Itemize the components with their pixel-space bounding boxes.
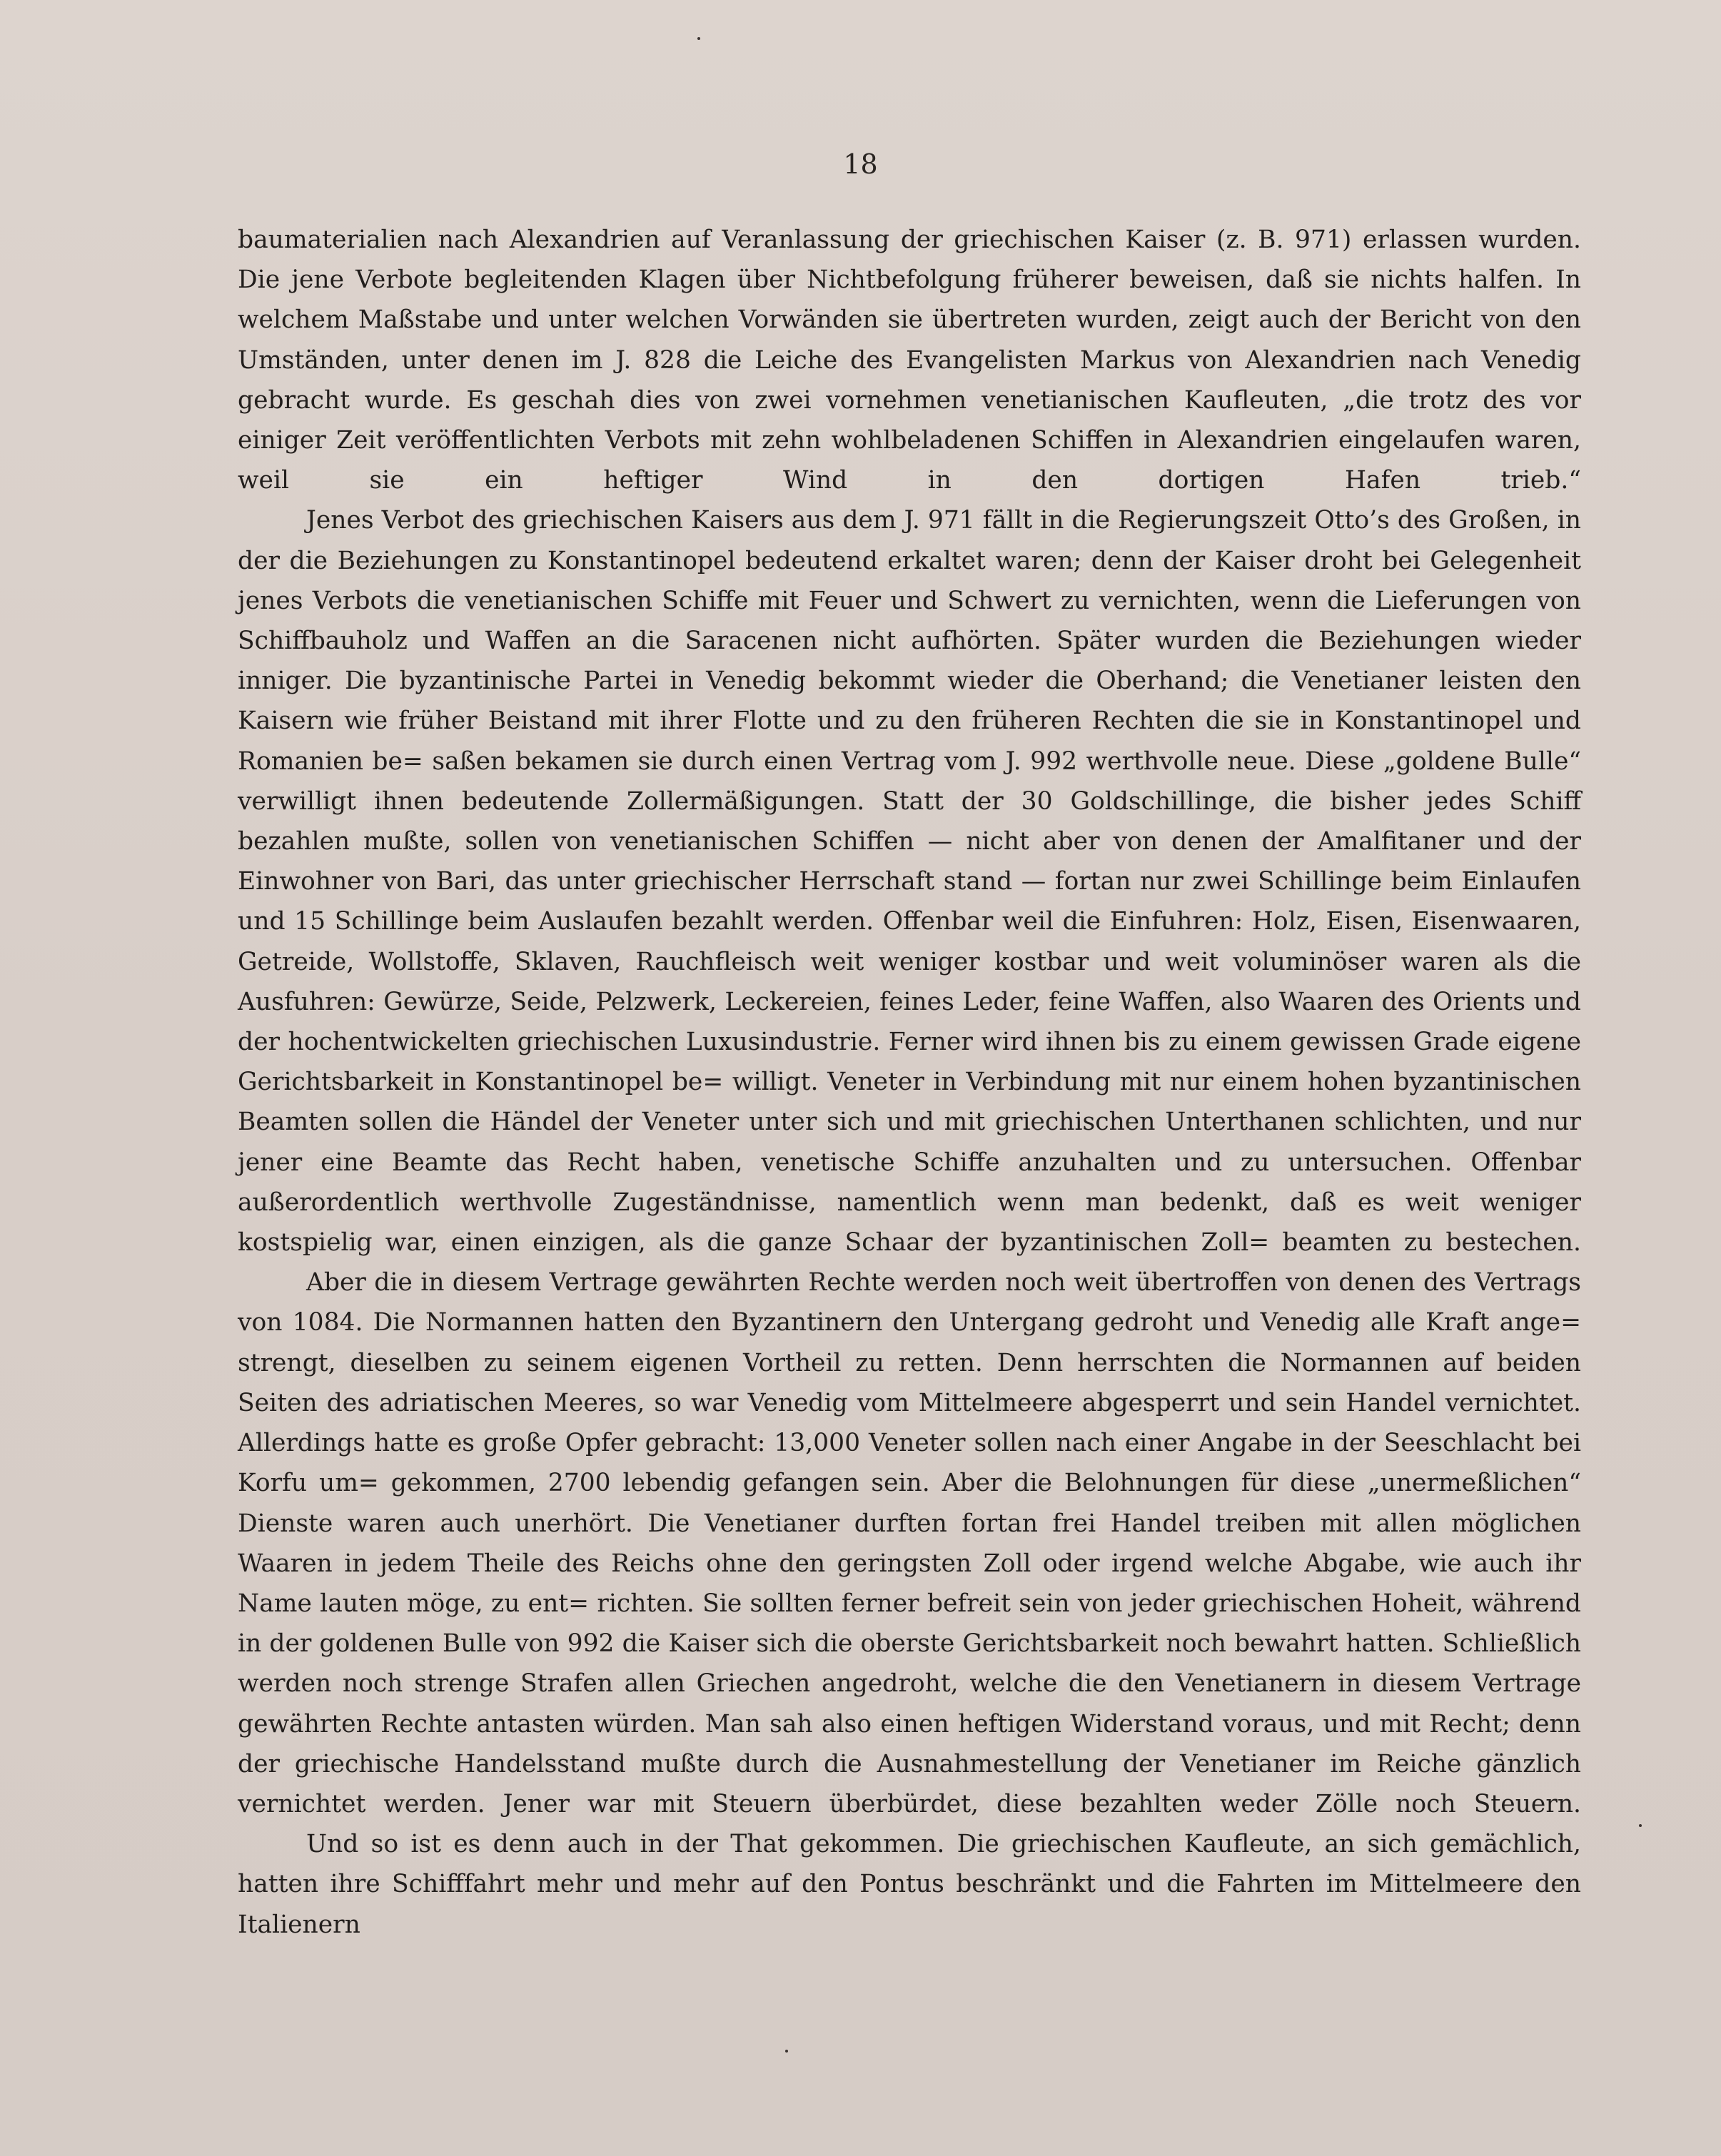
text-line: jene Verbote begleitenden Klagen über Nichtbefolgung früherer beweisen, daß sie nichts halfen. In welchem xyxy=(238,265,1581,335)
text-line: baumaterialien nach Alexandrien auf Veranlassung der griechischen Kaiser (z. B. 971) erlassen wurden. Die xyxy=(238,226,1581,295)
text-line: willigt. Veneter in Verbindung mit nur einem hohen byzantinischen Beamten sollen die Händel der Veneter xyxy=(238,1068,1581,1137)
text-line: ihre Schifffahrt mehr und mehr auf den Pontus beschränkt und die Fahrten im Mittelmeere den Italienern xyxy=(238,1870,1582,1939)
text-line: früher Beistand mit ihrer Flotte und zu den früheren Rechten die sie in Konstantinopel und Romanien be= xyxy=(238,707,1581,776)
text-line: in der die Beziehungen zu Konstantinopel bedeutend erkaltet waren; denn der Kaiser droht bei Gelegenheit xyxy=(238,506,1582,575)
paragraph-2 xyxy=(238,500,1581,1262)
text-line: Schiffbauholz und Waffen an die Saracenen nicht aufhörten. Später wurden die Beziehungen wieder inniger. xyxy=(238,627,1581,696)
text-line: von 1084. Die Normannen hatten den Byzantinern den Untergang gedroht und Venedig alle Kraft ange= xyxy=(238,1308,1581,1337)
text-line: dortigen Hafen trieb.“ xyxy=(1158,466,1581,495)
text-line: unerhört. Die Venetianer durften fortan frei Handel treiben mit allen möglichen Waaren in jedem Theile xyxy=(238,1509,1582,1578)
text-line: Es geschah dies von zwei vornehmen venetianischen Kaufleuten, „die trotz des vor einiger Zeit veröffentlichten xyxy=(238,385,1582,455)
text-line: richten. Sie sollten ferner befreit sein von jeder griechischen Hoheit, während in der goldenen Bulle von 992 xyxy=(238,1589,1581,1659)
text-line: jenes Verbots die venetianischen Schiffe mit Feuer und Schwert zu vernichten, wenn die Lieferungen von xyxy=(238,586,1581,615)
text-line: Ausnahmestellung der Venetianer im Reiche gänzlich vernichtet werden. Jener war mit Steuern überbürdet, xyxy=(238,1749,1581,1818)
text-line: Sklaven, Rauchfleisch weit weniger kostbar und weit voluminöser waren als die Ausfuhren: Gewürze, Seide, xyxy=(238,947,1581,1016)
text-line: Pelzwerk, Leckereien, feines Leder, feine Waffen, also Waaren des Orients und der hochentwickelten griechischen xyxy=(238,987,1581,1057)
text-line: Jenes Verbot des griechischen Kaisers aus dem J. 971 fällt in die Regierungszeit Otto’s des Großen, xyxy=(306,506,1550,535)
text-line: strengt, dieselben zu seinem eigenen Vortheil zu retten. Denn herrschten die Normannen auf beiden Seiten xyxy=(238,1348,1581,1417)
paragraph-4 xyxy=(238,1824,1581,1945)
paper-speck xyxy=(1639,1824,1642,1827)
text-line: ihnen bedeutende Zollermäßigungen. Statt der 30 Goldschillinge, die bisher jedes Schiff bezahlen mußte, xyxy=(238,786,1581,856)
paper-speck xyxy=(697,37,700,40)
text-line: saßen bekamen sie durch einen Vertrag vom J. 992 werthvolle neue. Diese „goldene Bulle“ verwilligt xyxy=(238,746,1581,816)
text-line: Aber die in diesem Vertrage gewährten Rechte werden noch weit übertroffen von denen des Vertrags xyxy=(306,1268,1581,1297)
paragraph-1 xyxy=(238,220,1581,500)
text-line: Luxusindustrie. Ferner wird ihnen bis zu einem gewissen Grade eigene Gerichtsbarkeit in Konstantinopel be= xyxy=(238,1028,1581,1097)
text-line: hatte es große Opfer gebracht: 13,000 Veneter sollen nach einer Angabe in der Seeschlacht bei Korfu um= xyxy=(238,1429,1582,1498)
text-line: Die byzantinische Partei in Venedig bekommt wieder die Oberhand; die Venetianer leisten den Kaisern wie xyxy=(238,667,1581,736)
page-number: 18 xyxy=(843,148,878,180)
body-text xyxy=(238,220,1581,1945)
text-line: diese bezahlten weder Zölle noch Steuern. xyxy=(996,1789,1582,1818)
paper-speck xyxy=(785,2050,788,2053)
text-line: Griechen angedroht, welche die den Venetianern in diesem Vertrage gewährten Rechte antasten würden. Man xyxy=(238,1669,1582,1739)
text-line: beamten zu bestechen. xyxy=(1282,1228,1581,1257)
text-line: die Kaiser sich die oberste Gerichtsbarkeit noch bewahrt hatten. Schließlich werden noch strenge Strafen allen xyxy=(238,1629,1582,1699)
text-line: sollen von venetianischen Schiffen — nicht aber von denen der Amalfitaner und der Einwohner von Bari, xyxy=(238,827,1581,896)
text-line: Und so ist es denn auch in der That gekommen. Die griechischen Kaufleute, an sich gemächlich, hatten xyxy=(238,1830,1581,1899)
text-line: Auslaufen bezahlt werden. Offenbar weil die Einfuhren: Holz, Eisen, Eisenwaaren, Getreide, Wollstoffe, xyxy=(238,907,1582,976)
paragraph-3 xyxy=(238,1262,1581,1824)
text-line: sah also einen heftigen Widerstand voraus, und mit Recht; denn der griechische Handelsstand mußte durch die xyxy=(238,1709,1581,1778)
text-line: man bedenkt, daß es weit weniger kostspielig war, einen einzigen, als die ganze Schaar der byzantinischen Zoll= xyxy=(238,1188,1582,1257)
text-line: Verbots mit zehn wohlbeladenen Schiffen in Alexandrien eingelaufen waren, weil sie ein heftiger Wind in den xyxy=(238,426,1581,495)
text-line: Maßstabe und unter welchen Vorwänden sie übertreten wurden, zeigt auch der Bericht von den Umständen, xyxy=(238,305,1581,375)
text-line: unter sich und mit griechischen Unterthanen schlichten, und nur jener eine Beamte das Recht haben, venetische xyxy=(238,1108,1581,1177)
text-line: gekommen, 2700 lebendig gefangen sein. Aber die Belohnungen für diese „unermeßlichen“ Dienste waren auch xyxy=(238,1469,1582,1538)
text-line: des adriatischen Meeres, so war Venedig vom Mittelmeere abgesperrt und sein Handel vernichtet. Allerdings xyxy=(238,1388,1581,1458)
text-line: das unter griechischer Herrschaft stand — fortan nur zwei Schillinge beim Einlaufen und 15 Schillinge beim xyxy=(238,867,1582,936)
text-line: des Reichs ohne den geringsten Zoll oder irgend welche Abgabe, wie auch ihr Name lauten möge, zu ent= xyxy=(238,1549,1582,1618)
text-line: unter denen im J. 828 die Leiche des Evangelisten Markus von Alexandrien nach Venedig gebracht wurde. xyxy=(238,345,1581,415)
text-line: Schiffe anzuhalten und zu untersuchen. Offenbar außerordentlich werthvolle Zugeständnisse, namentlich wenn xyxy=(238,1148,1581,1217)
